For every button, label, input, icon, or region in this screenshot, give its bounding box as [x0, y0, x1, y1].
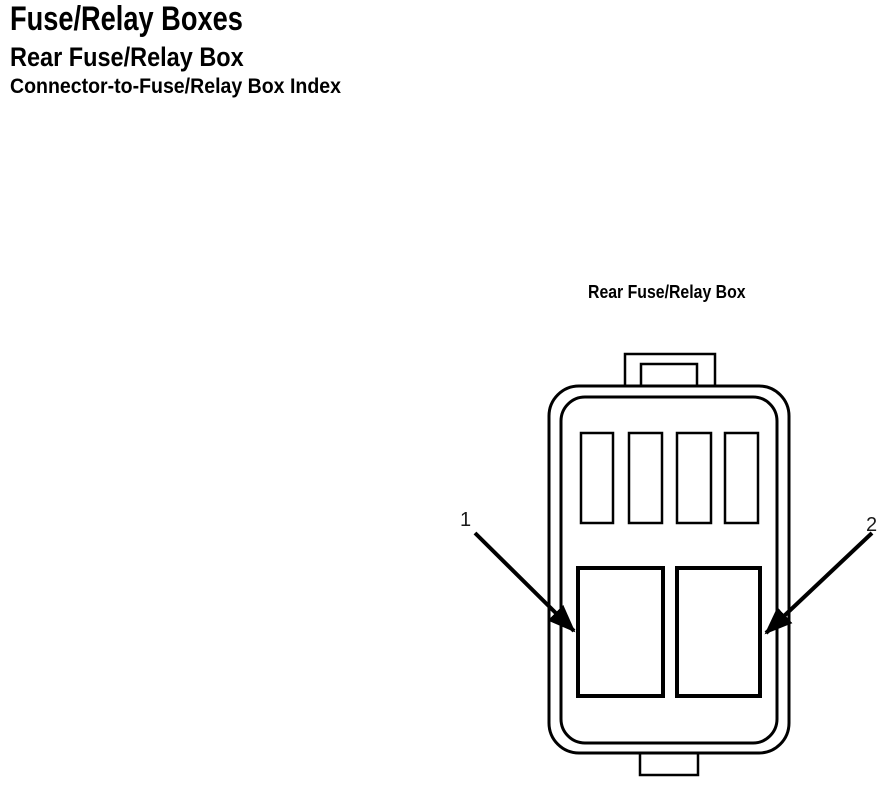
fuse-slot-1	[581, 433, 613, 523]
top-tab-inner	[641, 364, 697, 386]
page-subtitle: Rear Fuse/Relay Box	[10, 42, 244, 72]
fuse-slot-2	[629, 433, 662, 523]
callout-label-2: 2	[866, 514, 878, 536]
relay-slot-1	[578, 568, 663, 696]
page-title: Fuse/Relay Boxes	[10, 0, 243, 38]
section-heading: Connector-to-Fuse/Relay Box Index	[10, 75, 341, 98]
diagram-caption: Rear Fuse/Relay Box	[588, 282, 746, 302]
relay-slot-2	[677, 568, 760, 696]
fuse-slot-3	[677, 433, 711, 523]
callout-label-1: 1	[460, 509, 472, 531]
fuse-slot-4	[725, 433, 758, 523]
